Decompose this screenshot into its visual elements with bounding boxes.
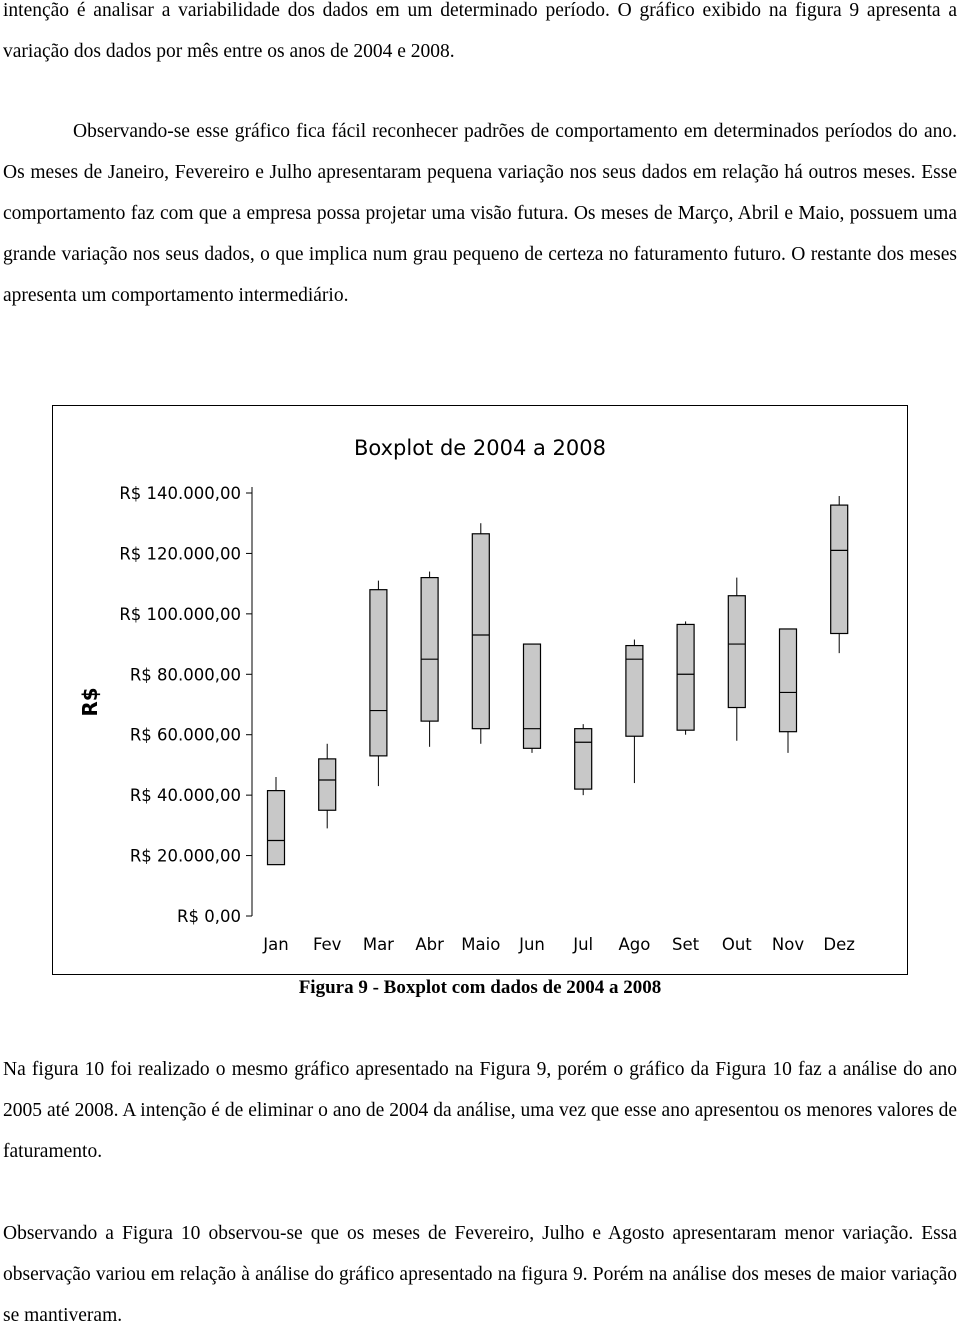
x-tick-label: Nov [771,935,805,954]
chart-title: Boxplot de 2004 a 2008 [354,436,606,460]
boxplot-chart [53,406,906,973]
x-tick-label: Jun [519,935,545,954]
box-body [268,791,285,865]
box-jul [575,724,592,795]
box-maio [472,523,489,744]
box-body [677,624,694,730]
y-tick-label: R$ 60.000,00 [129,725,241,745]
boxplot-series [268,496,848,865]
y-tick-label: R$ 40.000,00 [129,786,241,806]
y-tick-label: R$ 80.000,00 [129,665,241,685]
x-tick-label: Jan [263,935,289,954]
y-tick-label: R$ 0,00 [177,907,241,926]
box-body [370,590,387,756]
box-dez [831,496,848,653]
box-jun [524,644,541,753]
box-out [728,578,745,741]
y-tick-label: R$ 120.000,00 [119,544,241,564]
box-mar [370,581,387,786]
box-ago [626,640,643,784]
y-axis-label: R$ [78,687,102,717]
box-body [524,644,541,748]
y-tick-label: R$ 100.000,00 [119,604,241,624]
box-nov [780,629,797,753]
x-tick-label: Ago [618,935,651,954]
x-tick-label: Maio [461,935,501,954]
paragraph-figure-10: Na figura 10 foi realizado o mesmo gráfico apresentado na Figura 9, porém o gráfico da Figura 10 faz a análise do ano 2005 até 2008. A intenção é de eliminar o ano de 2004 da análise, uma vez que esse ano apresentou os menores valores de faturamento. [3,1059,957,1162]
x-tick-label: Dez [823,935,855,954]
figure-caption: Figura 9 - Boxplot com dados de 2004 a 2008 [298,977,662,998]
box-fev [319,744,336,829]
x-tick-label: Jul [573,935,594,954]
box-body [728,596,745,708]
box-set [677,621,694,734]
x-tick-label: Fev [312,935,342,954]
box-body [472,534,489,729]
x-tick-label: Out [721,935,752,954]
box-body [575,729,592,789]
y-axis [119,484,252,926]
paragraph-conclusion: Observando a Figura 10 observou-se que os meses de Fevereiro, Julho e Agosto apresentaram menor variação. Essa observação variou em relação à análise do gráfico apresentado na figura 9. Porém na análise dos meses de maior variação se mantiveram. [3,1223,957,1326]
box-jan [268,777,285,865]
x-axis [262,935,855,954]
y-tick-label: R$ 140.000,00 [119,484,241,503]
paragraph-intro: intenção é analisar a variabilidade dos dados em um determinado período. O gráfico exibido na figura 9 apresenta a variação dos dados por mês entre os anos de 2004 e 2008. [3,0,957,62]
x-tick-label: Abr [415,935,444,954]
x-tick-label: Mar [362,935,394,954]
box-abr [421,572,438,747]
x-tick-label: Set [672,935,700,954]
box-body [831,505,848,633]
box-body [319,759,336,810]
box-body [780,629,797,732]
y-tick-label: R$ 20.000,00 [129,846,241,866]
box-body [421,578,438,722]
paragraph-observation: Observando-se esse gráfico fica fácil reconhecer padrões de comportamento em determinados períodos do ano. Os meses de Janeiro, Fevereiro e Julho apresentaram pequena variação nos seus dados em relação há outros meses. Esse comportamento faz com que a empresa possa projetar uma visão futura. Os meses de Março, Abril e Maio, possuem uma grande variação nos seus dados, o que implica num grau pequeno de certeza no faturamento futuro. O restante dos meses apresenta um comportamento intermediário. [3,121,957,306]
figure-9-boxplot [52,405,908,975]
